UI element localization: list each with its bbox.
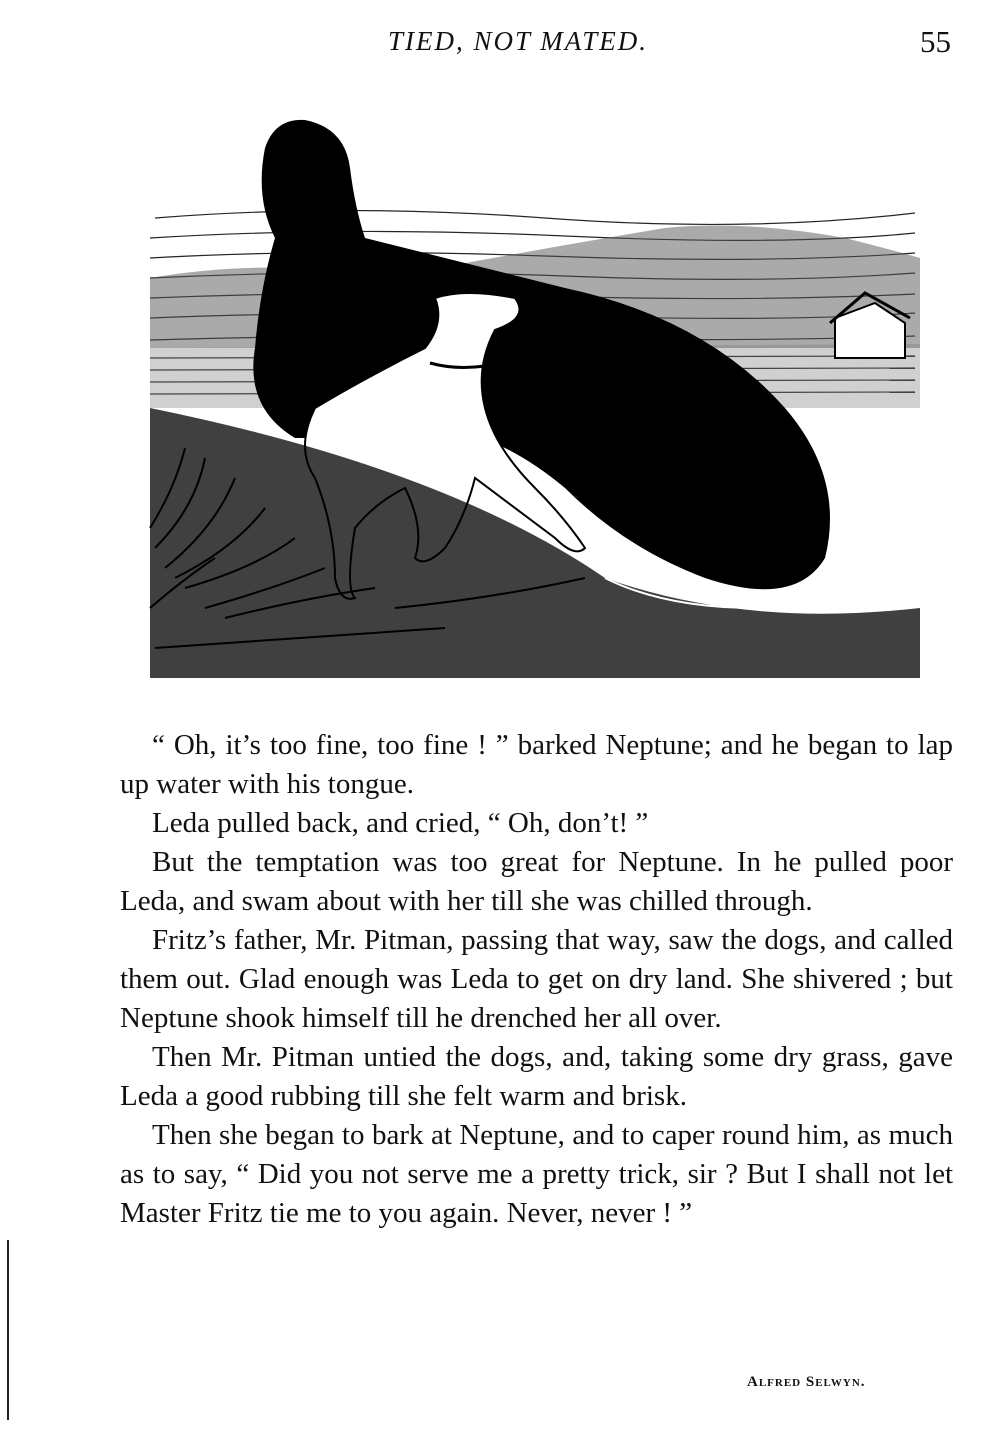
paragraph: Then she began to bark at Neptune, and to caper round him, as much as to say, “ Did you not serve me a pretty trick, sir ? But I shall not let Master Fritz tie me to you again. Never, never ! ” [120, 1119, 953, 1229]
page-number: 55 [920, 24, 951, 59]
author-signature: Alfred Selwyn. [747, 1374, 866, 1390]
paragraph: Then Mr. Pitman untied the dogs, and, taking some dry grass, gave Leda a good rubbing till she felt warm and brisk. [120, 1041, 953, 1112]
body-text [120, 726, 953, 1233]
running-head [0, 24, 1000, 64]
paragraph: “ Oh, it’s too fine, too fine ! ” barked Neptune; and he began to lap up water with his tongue. [120, 729, 953, 800]
margin-rule [7, 1240, 9, 1420]
paragraph: Fritz’s father, Mr. Pitman, passing that way, saw the dogs, and called them out. Glad enough was Leda to get on dry land. She shivered ; but Neptune shook himself till he drenched her all over. [120, 924, 953, 1034]
dogs-illustration [145, 108, 925, 678]
paragraph: But the temptation was too great for Neptune. In he pulled poor Leda, and swam about with her till she was chilled through. [120, 846, 953, 917]
running-title: TIED, NOT MATED. [388, 26, 649, 56]
paragraph: Leda pulled back, and cried, “ Oh, don’t! ” [152, 807, 649, 839]
